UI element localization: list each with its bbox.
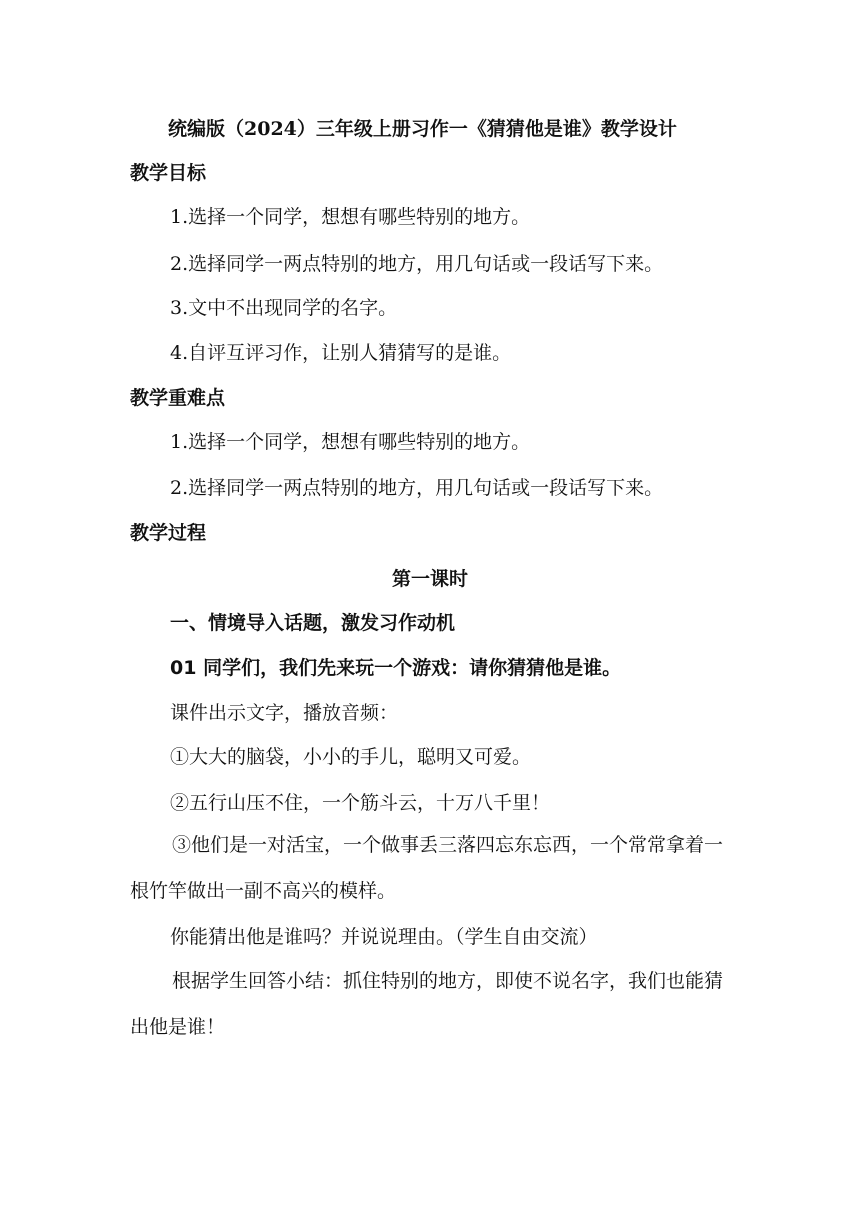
goal-item: 3.文中不出现同学的名字。	[170, 297, 398, 319]
goal-item: 1.选择一个同学，想想有哪些特别的地方。	[170, 206, 531, 228]
clue-item: ③他们是一对活宝，一个做事丢三落四忘东忘西，一个常常拿着一根竹竿做出一副不高兴的模样。	[130, 834, 724, 902]
step-prompt	[170, 655, 621, 681]
clue-item: ①大大的脑袋，小小的手儿，聪明又可爱。	[170, 746, 532, 768]
key-point-item: 1.选择一个同学，想想有哪些特别的地方。	[170, 431, 531, 453]
question-text: 你能猜出他是谁吗？并说说理由。（学生自由交流）	[170, 926, 598, 948]
section-heading-key-points: 教学重难点	[130, 387, 226, 409]
key-point-item: 2.选择同学一两点特别的地方，用几句话或一段话写下来。	[170, 477, 664, 499]
goal-item: 2.选择同学一两点特别的地方，用几句话或一段话写下来。	[170, 253, 664, 275]
courseware-note: 课件出示文字，播放音频：	[170, 702, 399, 724]
section-heading-goals: 教学目标	[130, 162, 207, 184]
document-title: 统编版（2024）三年级上册习作一《猜猜他是谁》教学设计	[168, 118, 677, 140]
step-heading: 一、情境导入话题，激发习作动机	[170, 612, 456, 634]
step-prompt-text: 同学们，我们先来玩一个游戏：请你猜猜他是谁。	[203, 657, 622, 679]
clue-item: ②五行山压不住，一个筋斗云，十万八千里！	[170, 792, 551, 814]
lesson-title: 第一课时	[391, 568, 468, 590]
goal-item: 4.自评互评习作，让别人猜猜写的是谁。	[170, 342, 512, 364]
step-prompt-number: 01	[170, 657, 197, 679]
summary-text: 根据学生回答小结：抓住特别的地方，即使不说名字，我们也能猜出他是谁！	[130, 970, 724, 1038]
section-heading-process: 教学过程	[130, 522, 207, 544]
